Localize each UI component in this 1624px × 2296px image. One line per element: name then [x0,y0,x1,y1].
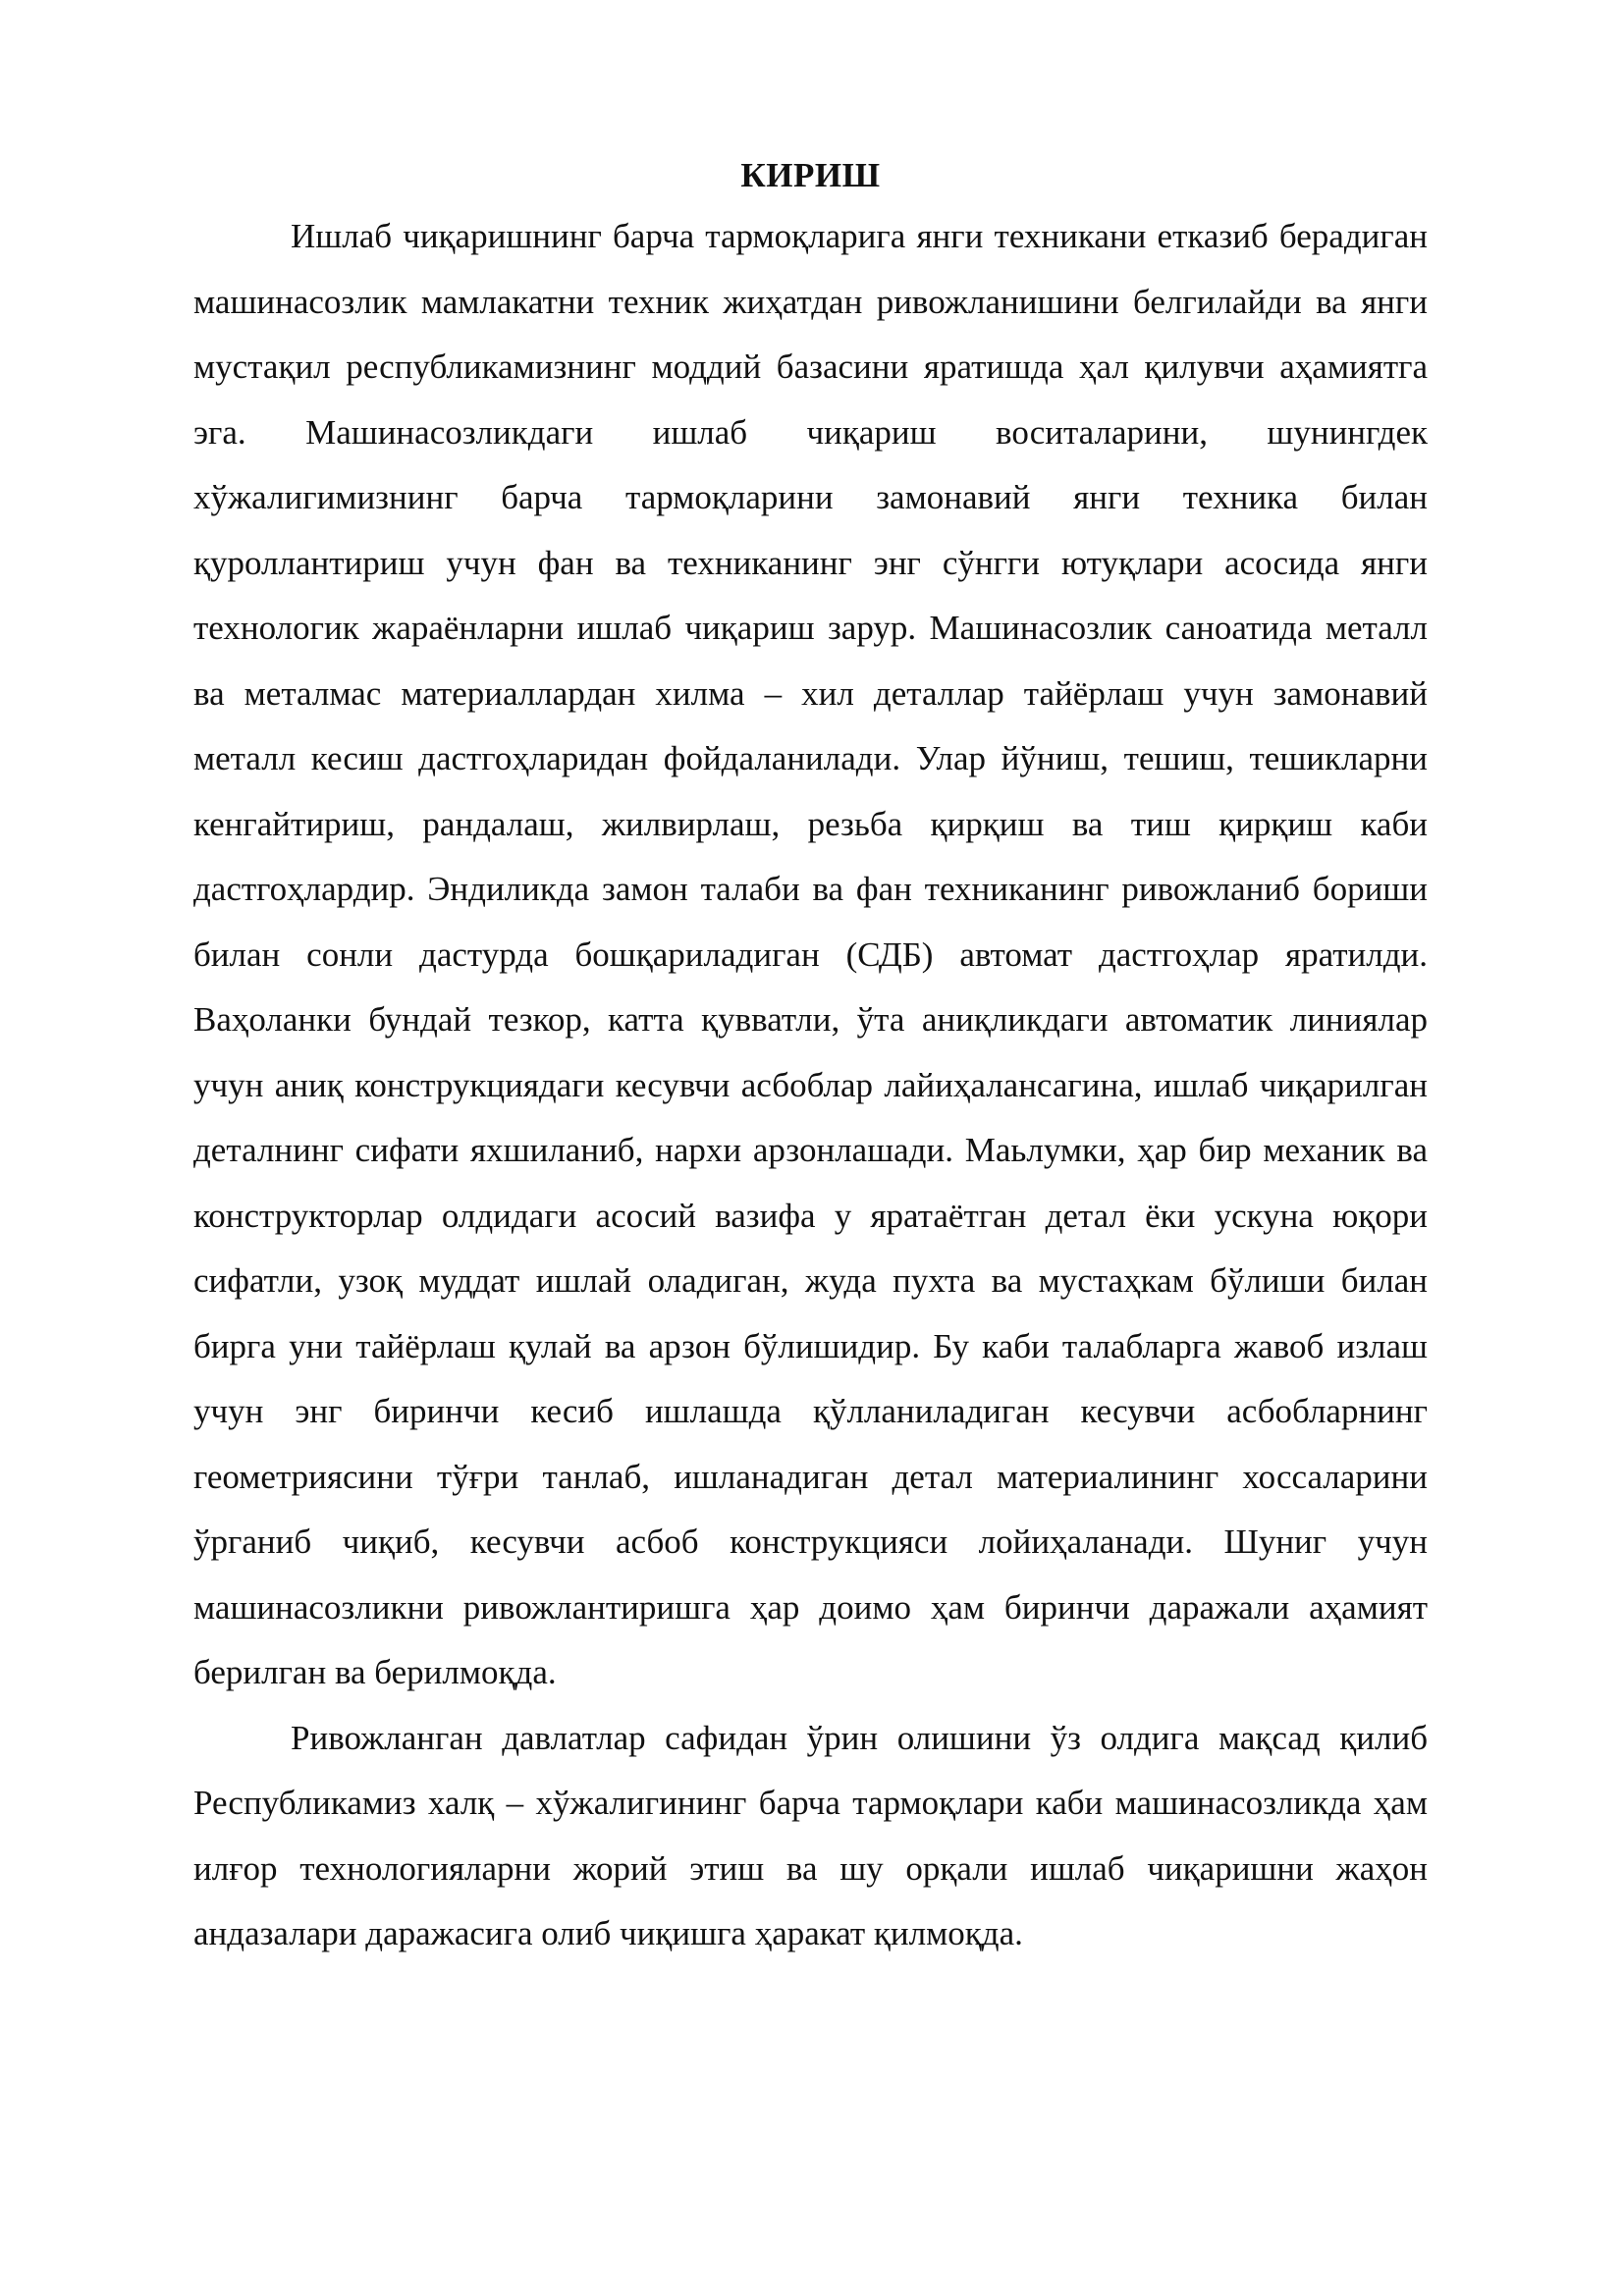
page-title: КИРИШ [740,156,881,194]
paragraph-1: Ишлаб чиқаришнинг барча тармоқларига янги техникани етказиб берадиган машинасозлик мамлакатни техник жиҳатдан ривожланишини белгилайди ва янги мустақил республикамизнинг моддий базасини яратишда ҳал қилувчи аҳамиятга эга. Машинасозликдаги ишлаб чиқариш воситаларини, шунингдек хўжалигимизнинг барча тармоқларини замонавий янги техника билан қуроллантириш учун фан ва техниканинг энг сўнгги ютуқлари асосида янги технологик жараёнларни ишлаб чиқариш зарур. Машинасозлик саноатида металл ва металмас материаллардан хилма – хил деталлар тайёрлаш учун замонавий металл кесиш дастгоҳларидан фойдаланилади. Улар йўниш, тешиш, тешикларни кенгайтириш, рандалаш, жилвирлаш, резьба қирқиш ва тиш қирқиш каби дастгоҳлардир. Эндиликда замон талаби ва фан техниканинг ривожланиб бориши билан сонли дастурда бошқариладиган (СДБ) автомат дастгоҳлар яратилди. Ваҳоланки бундай тезкор, катта қувватли, ўта аниқликдаги автоматик линиялар учун аниқ конструкциядаги кесувчи асбоблар лайиҳалансагина, ишлаб чиқарилган деталнинг сифати яхшиланиб, нархи арзонлашади. Маьлумки, ҳар бир механик ва конструкторлар олдидаги асосий вазифа у яратаётган детал ёки ускуна юқори сифатли, узоқ муддат ишлай оладиган, жуда пухта ва мустаҳкам бўлиши билан бирга уни тайёрлаш қулай ва арзон бўлишидир. Бу каби талабларга жавоб излаш учун энг биринчи кесиб ишлашда қўлланиладиган кесувчи асбобларнинг геометриясини тўғри танлаб, ишланадиган детал материалининг хоссаларини ўрганиб чиқиб, кесувчи асбоб конструкцияси лойиҳаланади. Шуниг учун машинасозликни ривожлантиришга ҳар доимо ҳам биринчи даражали аҳамият берилган ва берилмоқда. [193,217,1428,1691]
paragraph-2: Ривожланган давлатлар сафидан ўрин олишини ўз олдига мақсад қилиб Республикамиз халқ – хўжалигининг барча тармоқлари каби машинасозликда ҳам илғор технологияларни жорий этиш ва шу орқали ишлаб чиқаришни жаҳон андазалари даражасига олиб чиқишга ҳаракат қилмоқда. [193,1718,1428,1952]
